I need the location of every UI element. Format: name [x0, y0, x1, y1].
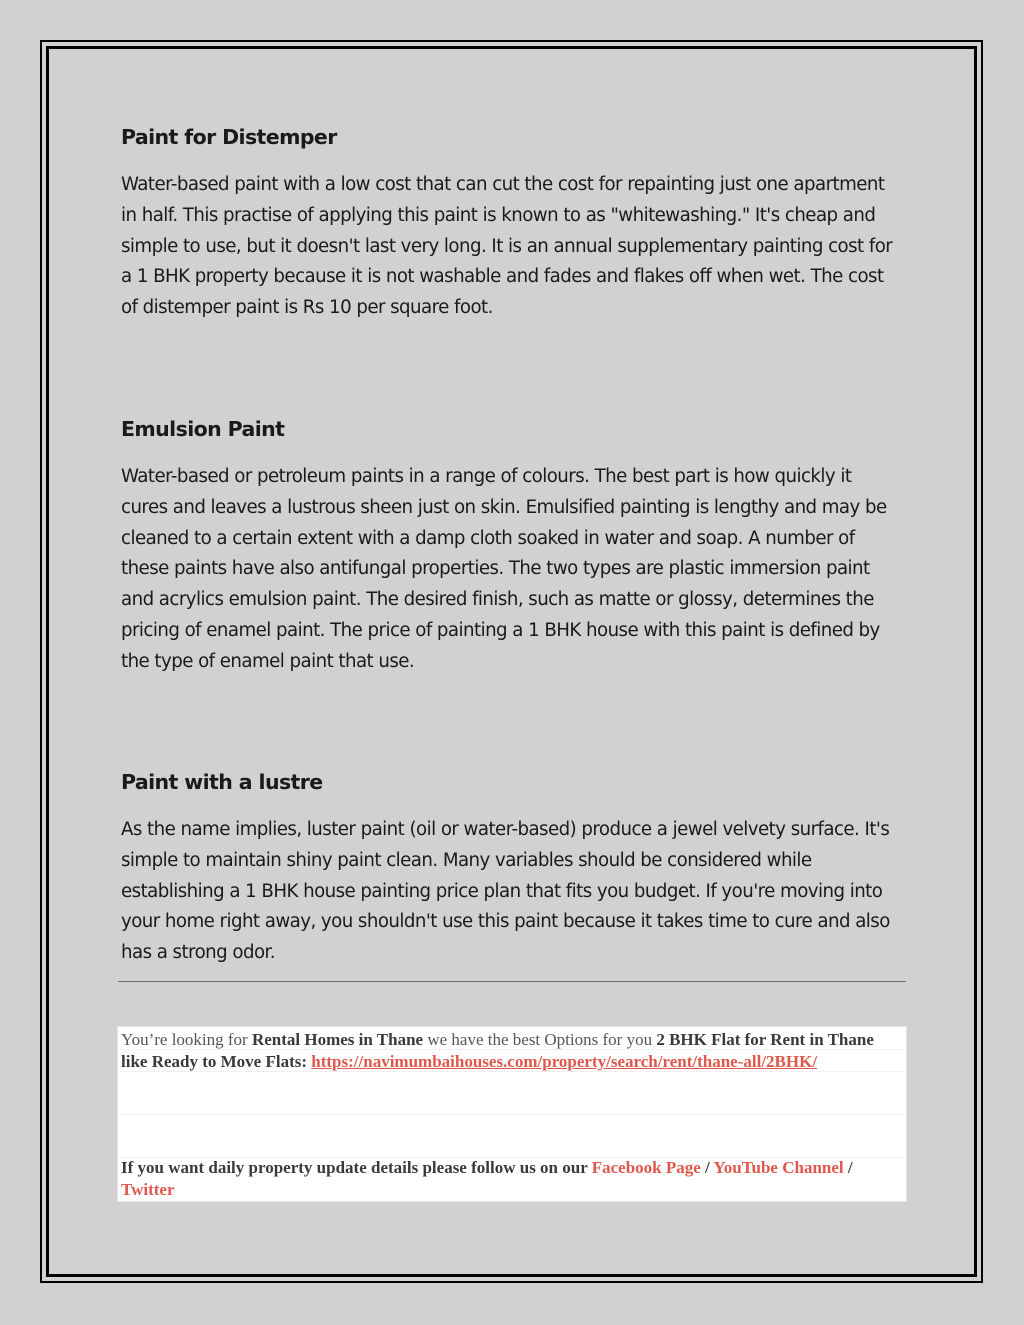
- section-emulsion: [121, 415, 911, 678]
- twitter-link[interactable]: Twitter: [121, 1180, 175, 1199]
- facebook-page-link[interactable]: Facebook Page: [591, 1158, 701, 1177]
- section-lustre: [121, 768, 911, 969]
- section-body: As the name implies, luster paint (oil or water-based) produce a jewel velvety surface. It's simple to maintain shiny paint clean. Many variables should be considered while establishing a 1 BHK house painting price plan that fits you budget. If you're moving into your home right away, you shouldn't use this paint because it takes time to cure and also has a strong odor.: [121, 819, 890, 964]
- separator: /: [700, 1158, 714, 1177]
- section-heading: Paint for Distemper: [121, 125, 337, 149]
- promo-rental-homes: Rental Homes in Thane: [251, 1030, 424, 1049]
- section-heading: Paint with a lustre: [121, 770, 323, 794]
- promo-rental-text: [121, 1029, 881, 1073]
- promo-follow-label: If you want daily property update details please follow us on our: [121, 1158, 592, 1177]
- section-distemper: [121, 123, 911, 324]
- promo-intro: You’re looking for: [121, 1030, 252, 1049]
- promo-mid: we have the best Options for you: [423, 1030, 657, 1049]
- section-heading: Emulsion Paint: [121, 417, 285, 441]
- promo-box: [117, 1026, 907, 1202]
- divider-line: [118, 981, 906, 982]
- promo-row-line: [118, 1114, 906, 1115]
- youtube-channel-link[interactable]: YouTube Channel: [713, 1158, 844, 1177]
- promo-listing-link[interactable]: https://navimumbaihouses.com/property/search/rent/thane-all/2BHK/: [311, 1052, 818, 1071]
- section-body: Water-based or petroleum paints in a range of colours. The best part is how quickly it cures and leaves a lustrous sheen just on skin. Emulsified painting is lengthy and may be cleaned to a certain extent with a damp cloth soaked in water and soap. A number of these paints have also antifungal properties. The two types are plastic immersion paint and acrylics emulsion paint. The desired finish, such as matte or glossy, determines the pricing of enamel paint. The price of painting a 1 BHK house with this paint is defined by the type of enamel paint that use.: [121, 466, 887, 672]
- promo-flat-offer: 2 BHK Flat for Rent in Thane like Ready to Move Flats:: [121, 1030, 874, 1071]
- promo-follow-text: [121, 1157, 881, 1201]
- section-body: Water-based paint with a low cost that can cut the cost for repainting just one apartment in half. This practise of applying this paint is known to as "whitewashing." It's cheap and simple to use, but it doesn't last very long. It is an annual supplementary painting cost for a 1 BHK property because it is not washable and fades and flakes off when wet. The cost of distemper paint is Rs 10 per square foot.: [121, 174, 893, 319]
- separator: /: [843, 1158, 853, 1177]
